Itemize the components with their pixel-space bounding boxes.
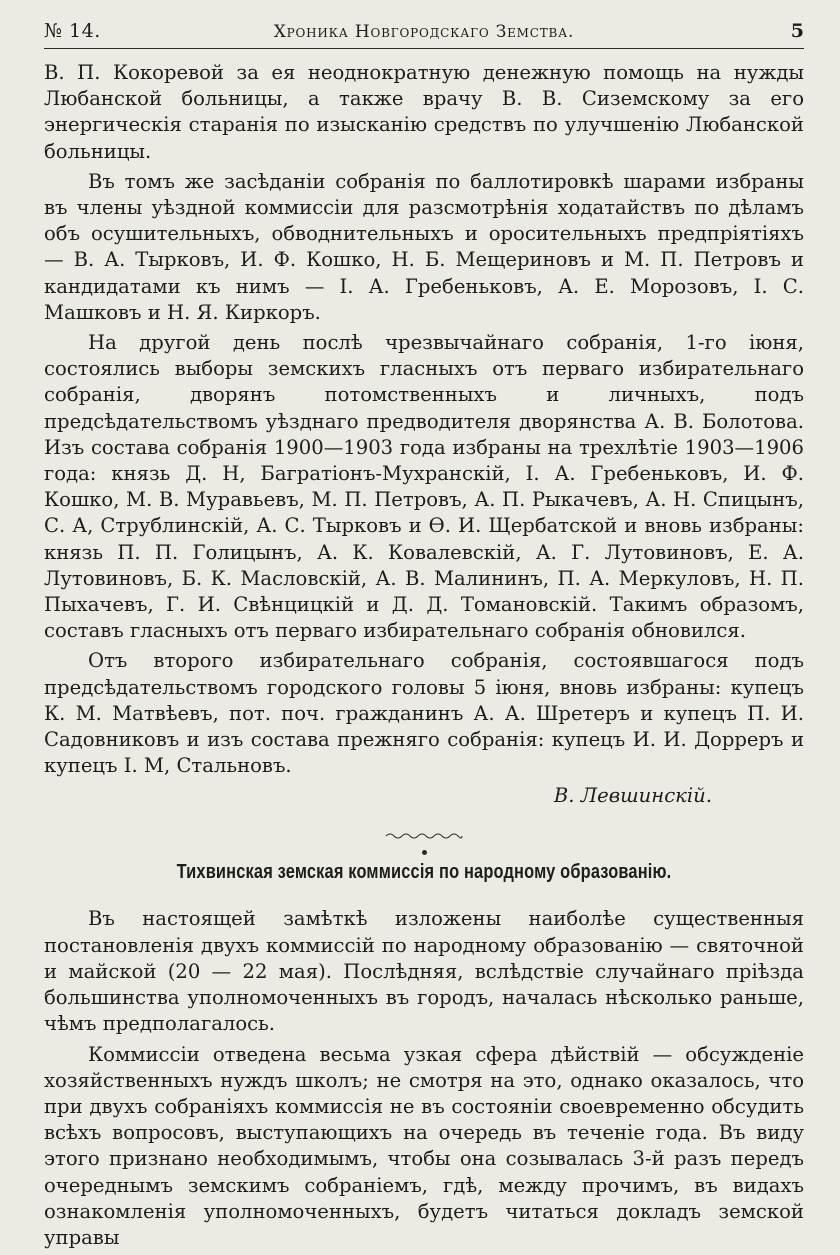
section-divider-ornament xyxy=(384,831,464,841)
paragraph: Отъ второго избирательнаго собранія, состоявшагося подъ предсѣдательствомъ городского головы 5 іюня, вновь избраны: купецъ К. М. Матвѣевъ, пот. поч. гражданинъ А. А. Шретеръ и купецъ П. И. Садовниковъ и изъ состава прежняго собранія: купецъ И. И. Дорреръ и купецъ І. М, Стальновъ. xyxy=(44,649,804,778)
section-title: Тихвинская земская коммиссія по народному образованію. xyxy=(176,861,672,884)
paragraph: В. П. Кокоревой за ея неоднократную денежную помощь на нужды Любанской больницы, а также врачу В. В. Сиземскому за его энергическія старанія по изысканію средствъ по улучшенію Любанской больницы. xyxy=(44,61,804,163)
article-elections xyxy=(44,60,804,779)
author-signature: В. Левшинскій. xyxy=(553,784,712,808)
paragraph: Коммиссіи отведена весьма узкая сфера дѣйствій — обсужденіе хозяйственныхъ нуждъ школъ; не смотря на это, однако оказалось, что при двухъ собраніяхъ коммиссія не въ состояніи своевременно обсудить всѣхъ вопросовъ, выступающихъ на очередь въ теченіе года. Въ виду этого признано необходимымъ, чтобы она созывалась 3-й разъ передъ очереднымъ земскимъ собраніемъ, гдѣ, между прочимъ, въ видахъ ознакомленія уполномоченныхъ, будетъ читаться докладъ земской управы xyxy=(44,1042,804,1249)
issue-number: № 14. xyxy=(44,20,101,42)
document-page xyxy=(44,14,804,1255)
article-commission xyxy=(44,906,804,1251)
divider-dot xyxy=(422,850,427,855)
page-header xyxy=(44,14,804,49)
paragraph: На другой день послѣ чрезвычайнаго собранія, 1-го іюня, состоялись выборы земскихъ гласныхъ отъ перваго избирательнаго собранія, дворянъ потомственныхъ и личныхъ, подъ предсѣдательствомъ уѣзднаго предводителя дворянства А. В. Болотова. Изъ состава собранія 1900—1903 года избраны на трехлѣтіе 1903—1906 года: князь Д. Н, Багратіонъ-Мухранскій, І. А. Гребеньковъ, И. Ф. Кошко, М. В. Муравьевъ, М. П. Петровъ, А. П. Рыкачевъ, А. Н. Спицынъ, С. А, Струблинскій, А. С. Тырковъ и Ѳ. И. Щербатской и вновь избраны: князь П. П. Голицынъ, А. К. Ковалевскій, А. Г. Лутовиновъ, Е. А. Лутовиновъ, Б. К. Масловскій, А. В. Малининъ, П. А. Меркуловъ, Н. П. Пыхачевъ, Г. И. Свѣнцицкій и Д. Д. Томановскій. Такимъ образомъ, составъ гласныхъ отъ перваго избирательнаго собранія обновился. xyxy=(44,331,804,643)
paragraph: Въ настоящей замѣткѣ изложены наиболѣе существенныя постановленія двухъ коммиссій по народному образованію — святочной и майской (20 — 22 мая). Послѣдняя, вслѣдствіе случайнаго пріѣзда большинства уполномоченныхъ въ городъ, началась нѣсколько раньше, чѣмъ предполагалось. xyxy=(44,907,804,1036)
page-number: 5 xyxy=(790,20,804,42)
journal-title: Хроника Новгородскаго Земства. xyxy=(273,22,575,42)
paragraph: Въ томъ же засѣданіи собранія по баллотировкѣ шарами избраны въ члены уѣздной коммиссіи для разсмотрѣнія ходатайствъ по дѣламъ объ осушительныхъ, обводнительныхъ и оросительныхъ предпріятіяхъ — В. А. Тырковъ, И. Ф. Кошко, Н. Б. Мещериновъ и М. П. Петровъ и кандидатами къ нимъ — І. А. Гребеньковъ, А. Е. Морозовъ, І. С. Машковъ и Н. Я. Киркоръ. xyxy=(44,169,804,324)
